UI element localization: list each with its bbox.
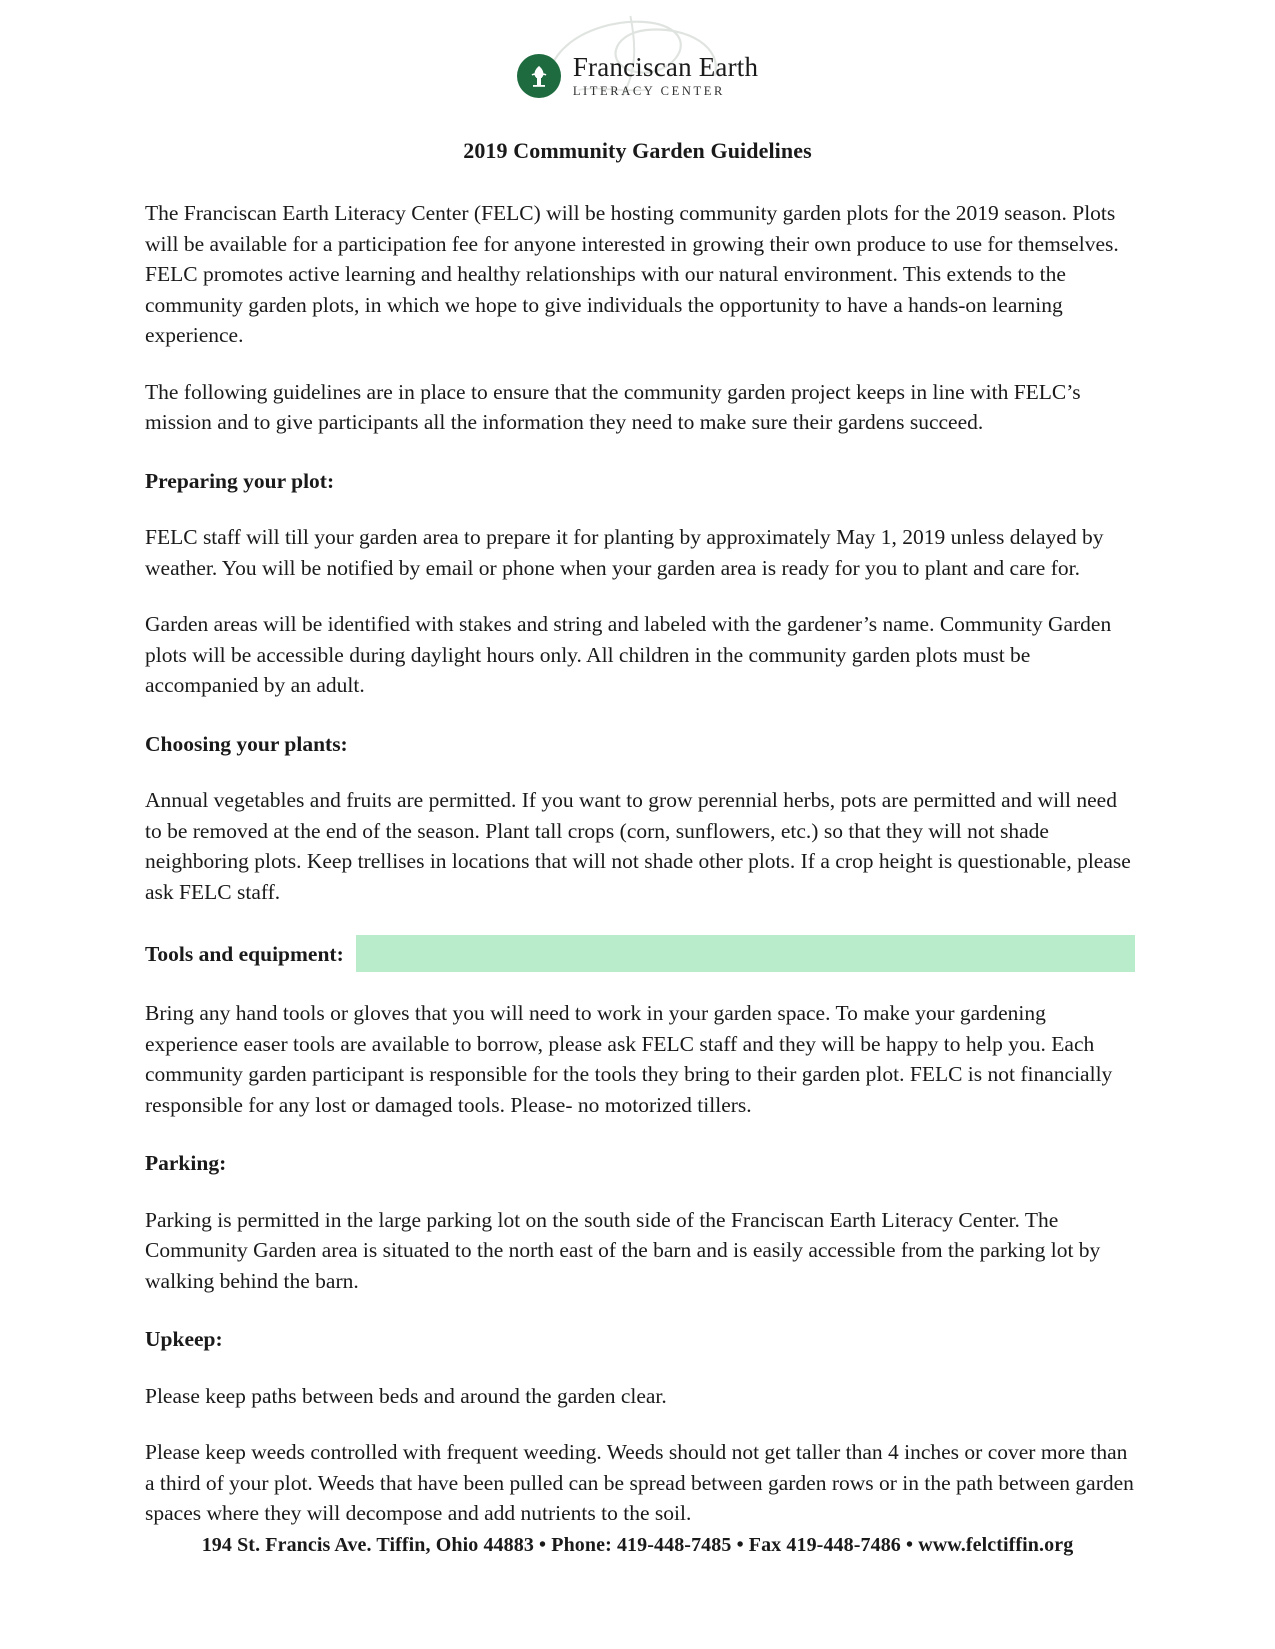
paragraph-choosing-1: Annual vegetables and fruits are permitted. If you want to grow perennial herbs, pots are permitted and will need to be removed at the end of the season. Plant tall crops (corn, sunflowers, etc.) so that they will not shade neighboring plots. Keep trellises in locations that will not shade other plots. If a crop height is questionable, please ask FELC staff. — [145, 788, 1131, 904]
organization-logo — [428, 0, 848, 122]
logo-name: Franciscan Earth — [572, 52, 759, 83]
section-heading-preparing: Preparing your plot: — [145, 468, 335, 493]
section-heading-parking: Parking: — [145, 1151, 227, 1176]
paragraph-preparing-1: FELC staff will till your garden area to prepare it for planting by approximately May 1, 2019 unless delayed by weather. You will be notified by email or phone when your garden area is ready for you to plant and care for. — [145, 525, 1104, 580]
page-footer: 194 St. Francis Ave. Tiffin, Ohio 44883 • Phone: 419-448-7485 • Fax 419-448-7486 • www.felctiffin.org — [201, 1534, 1074, 1556]
paragraph-upkeep-2: Please keep weeds controlled with frequent weeding. Weeds should not get taller than 4 inches or cover more than a third of your plot. Weeds that have been pulled can be spread between garden rows or in the path between garden spaces where they will decompose and add nutrients to the soil. — [145, 1440, 1134, 1526]
document-content — [0, 198, 1275, 1529]
paragraph-intro-2: The following guidelines are in place to ensure that the community garden project keeps in line with FELC’s mission and to give participants all the information they need to make sure their gardens succeed. — [145, 379, 1081, 435]
paragraph-upkeep-1: Please keep paths between beds and around the garden clear. — [145, 1383, 667, 1408]
tree-in-circle-icon — [517, 54, 561, 98]
section-heading-tools: Tools and equipment: — [145, 941, 344, 966]
paragraph-tools-1: Bring any hand tools or gloves that you will need to work in your garden space. To make your gardening experience easer tools are available to borrow, please ask FELC staff and they will be happy to help you. Each community garden participant is responsible for the tools they bring to their garden plot. FELC is not financially responsible for any lost or damaged tools. Please- no motorized tillers. — [145, 1001, 1113, 1117]
section-heading-upkeep: Upkeep: — [145, 1327, 223, 1352]
logo-subtitle: LITERACY CENTER — [572, 84, 725, 99]
highlight-bar — [356, 935, 1135, 972]
paragraph-intro-1: The Franciscan Earth Literacy Center (FELC) will be hosting community garden plots for the 2019 season. Plots will be available for a participation fee for anyone interested in growing their own produce to use for themselves. FELC promotes active learning and healthy relationships with our natural environment. This extends to the community garden plots, in which we hope to give individuals the opportunity to have a hands-on learning experience. — [145, 201, 1119, 348]
page-title: 2019 Community Garden Guidelines — [463, 138, 812, 163]
section-heading-tools-row — [145, 935, 1135, 972]
paragraph-parking-1: Parking is permitted in the large parking lot on the south side of the Franciscan Earth Literacy Center. The Community Garden area is situated to the north east of the barn and is easily accessible from the parking lot by walking behind the barn. — [145, 1207, 1101, 1293]
paragraph-preparing-2: Garden areas will be identified with stakes and string and labeled with the gardener’s name. Community Garden plots will be accessible during daylight hours only. All children in the community garden plots must be accompanied by an adult. — [145, 612, 1112, 698]
section-heading-choosing: Choosing your plants: — [145, 731, 348, 756]
